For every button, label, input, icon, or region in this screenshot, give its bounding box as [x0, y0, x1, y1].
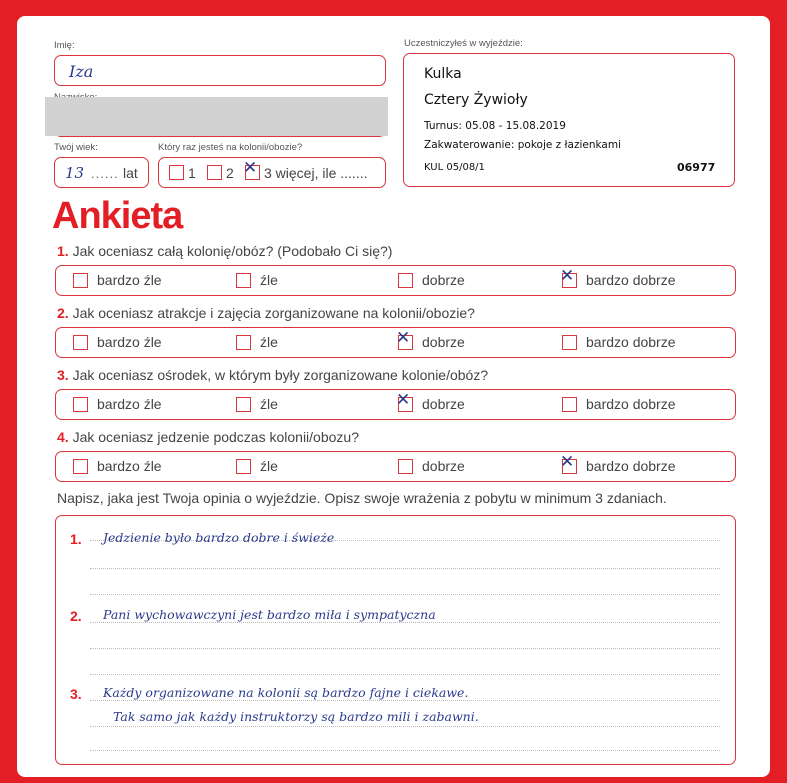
imie-field[interactable] [54, 55, 386, 86]
writing-line [90, 674, 720, 675]
ktory-raz-option-3: 3 więcej, ile ....... [264, 165, 368, 181]
answer-checkbox[interactable] [398, 459, 413, 474]
answer-checkbox[interactable] [562, 397, 577, 412]
check-mark-icon: ✕ [243, 158, 258, 178]
opinion-number: 1. [70, 531, 82, 547]
trip-code: KUL 05/08/1 [424, 162, 485, 173]
writing-line [90, 568, 720, 569]
wiek-label: Twój wiek: [54, 142, 98, 153]
check-mark-icon: ✕ [560, 266, 575, 286]
answer-checkbox[interactable] [236, 459, 251, 474]
trip-turnus: Turnus: 05.08 - 15.08.2019 [424, 120, 566, 132]
answer-checkbox[interactable] [562, 335, 577, 350]
question-label: Jak oceniasz ośrodek, w którym były zorganizowane kolonie/obóz? [72, 367, 489, 383]
answer-option-label: bardzo źle [97, 458, 162, 474]
answer-option-label: źle [260, 272, 278, 288]
answer-option-label: bardzo dobrze [586, 396, 676, 412]
imie-value: Iza [69, 62, 94, 81]
question-4-text [57, 429, 359, 445]
question-label: Jak oceniasz całą kolonię/obóz? (Podobało Ci się?) [72, 243, 393, 259]
question-label: Jak oceniasz jedzenie podczas kolonii/obozu? [72, 429, 359, 445]
ktory-raz-label: Który raz jesteś na kolonii/obozie? [158, 142, 303, 153]
answer-checkbox[interactable] [396, 328, 413, 350]
writing-line [90, 648, 720, 649]
opinion-handwriting: Każdy organizowane na kolonii są bardzo fajne i ciekawe. [103, 685, 469, 700]
question-1-text [57, 243, 392, 259]
answer-option-label: bardzo dobrze [586, 458, 676, 474]
question-number: 2. [57, 305, 69, 321]
wiek-field[interactable] [54, 157, 149, 188]
answer-checkbox[interactable] [396, 390, 413, 412]
trip-zakwaterowanie: Zakwaterowanie: pokoje z łazienkami [424, 139, 621, 151]
wiek-suffix: lat [123, 165, 138, 181]
answer-option-label: dobrze [422, 334, 465, 350]
wiek-value: 13 [65, 164, 85, 182]
question-number: 4. [57, 429, 69, 445]
ktory-raz-option-1: 1 [188, 165, 196, 181]
writing-line [90, 750, 720, 751]
answer-option-label: źle [260, 396, 278, 412]
opinion-number: 2. [70, 608, 82, 624]
question-3-text [57, 367, 488, 383]
answer-option-label: źle [260, 458, 278, 474]
opinion-prompt: Napisz, jaka jest Twoja opinia o wyjeździe. Opisz swoje wrażenia z pobytu w minimum 3 zdaniach. [57, 490, 667, 506]
opinion-box[interactable] [55, 515, 736, 765]
imie-label: Imię: [54, 40, 75, 51]
check-mark-icon: ✕ [396, 390, 411, 410]
writing-line [90, 700, 720, 701]
question-2-text [57, 305, 475, 321]
answer-checkbox[interactable] [73, 335, 88, 350]
answer-option-label: bardzo źle [97, 272, 162, 288]
answer-checkbox[interactable] [236, 273, 251, 288]
trip-name: Kulka [424, 66, 462, 82]
question-number: 3. [57, 367, 69, 383]
answer-checkbox[interactable] [236, 335, 251, 350]
redaction-block [45, 97, 388, 136]
answer-checkbox[interactable] [73, 397, 88, 412]
ktory-raz-option-2: 2 [226, 165, 234, 181]
check-mark-icon: ✕ [560, 452, 575, 472]
ktory-raz-checkbox-3[interactable] [243, 158, 260, 180]
opinion-handwriting: Tak samo jak każdy instruktorzy są bardzo mili i zabawni. [113, 709, 479, 724]
survey-title: Ankieta [52, 195, 183, 237]
check-mark-icon: ✕ [396, 328, 411, 348]
opinion-handwriting: Pani wychowawczyni jest bardzo miła i sympatyczna [103, 607, 436, 622]
ktory-raz-checkbox-2[interactable] [207, 165, 222, 180]
trip-number: 06977 [677, 161, 716, 174]
answer-option-label: bardzo źle [97, 334, 162, 350]
writing-line [90, 622, 720, 623]
writing-line [90, 726, 720, 727]
answer-checkbox[interactable] [560, 452, 577, 474]
opinion-number: 3. [70, 686, 82, 702]
answer-option-label: dobrze [422, 396, 465, 412]
ktory-raz-checkbox-1[interactable] [169, 165, 184, 180]
answer-option-label: bardzo źle [97, 396, 162, 412]
answer-checkbox[interactable] [73, 273, 88, 288]
answer-option-label: źle [260, 334, 278, 350]
answer-checkbox[interactable] [236, 397, 251, 412]
answer-option-label: bardzo dobrze [586, 334, 676, 350]
ktory-raz-field [158, 157, 386, 188]
trip-program: Cztery Żywioły [424, 92, 528, 108]
question-label: Jak oceniasz atrakcje i zajęcia zorganizowane na kolonii/obozie? [72, 305, 475, 321]
trip-info-box [403, 53, 735, 187]
answer-option-label: dobrze [422, 458, 465, 474]
answer-checkbox[interactable] [398, 273, 413, 288]
trip-label: Uczestniczyłeś w wyjeździe: [404, 38, 523, 49]
question-number: 1. [57, 243, 69, 259]
answer-option-label: bardzo dobrze [586, 272, 676, 288]
answer-option-label: dobrze [422, 272, 465, 288]
answer-checkbox[interactable] [560, 266, 577, 288]
answer-checkbox[interactable] [73, 459, 88, 474]
opinion-handwriting: Jedzienie było bardzo dobre i świeże [103, 530, 335, 545]
writing-line [90, 594, 720, 595]
wiek-dots: ...... [91, 166, 119, 181]
